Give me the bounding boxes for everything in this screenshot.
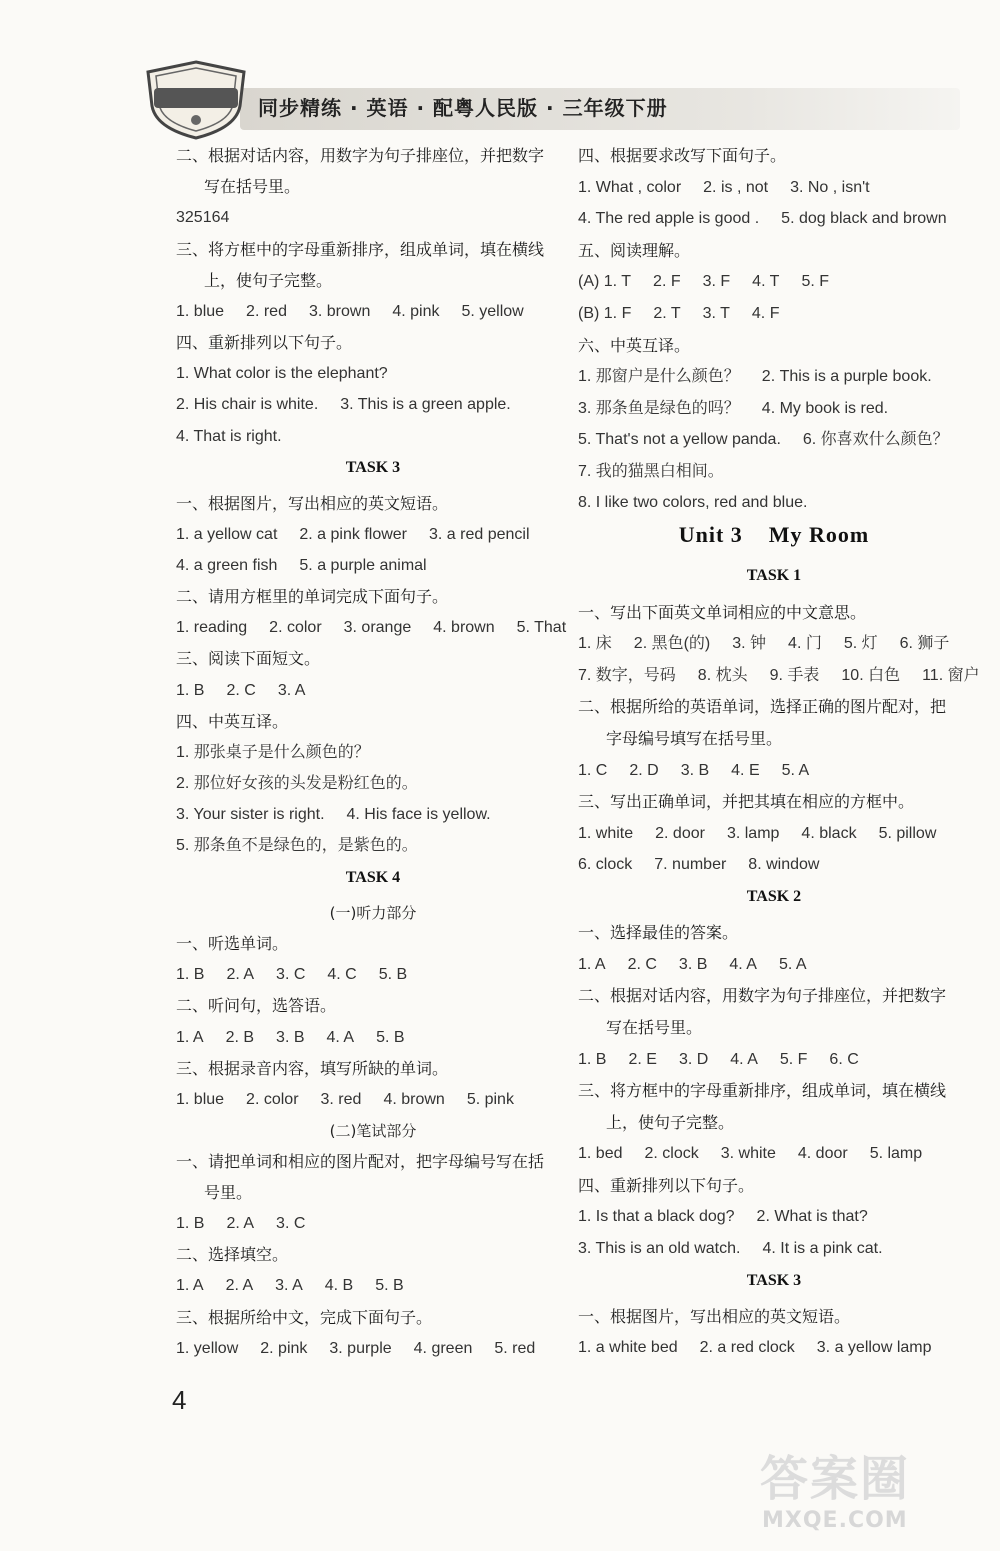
answer-line <box>578 304 970 324</box>
answer-item: 1. B <box>176 681 205 699</box>
question-heading: 三、写出正确单词，并把其填在相应的方框中。 <box>578 792 915 812</box>
answer-line <box>176 774 570 794</box>
answer-line <box>176 1214 570 1234</box>
answer-line <box>176 743 570 763</box>
answer-item: 3. brown <box>308 302 371 320</box>
answer-item: 3. B <box>680 761 710 779</box>
answer-line <box>578 824 970 844</box>
question-heading: 写在括号里。 <box>606 1017 703 1037</box>
answer-item: 1. blue <box>176 302 225 320</box>
answer-item: 3. This is a green apple. <box>340 396 511 414</box>
answer-item: 5. pink <box>466 1090 514 1108</box>
page-header <box>140 58 1000 148</box>
question-heading: 六、中英互译。 <box>578 335 691 355</box>
answer-line <box>176 1339 570 1359</box>
answer-item: 2. B <box>225 1028 255 1046</box>
answer-item: 6. C <box>829 1050 859 1068</box>
question-heading: 三、阅读下面短文。 <box>176 649 321 669</box>
answer-item: 4. His face is yellow. <box>346 806 491 824</box>
answer-item: 1. A <box>578 955 606 973</box>
answer-line <box>176 427 570 447</box>
answer-item: 5. yellow <box>461 302 524 320</box>
answer-item: 2. F <box>653 273 681 291</box>
answer-item: 1. C <box>578 761 608 779</box>
answer-item: 5. red <box>494 1339 536 1357</box>
answer-item: 2. This is a purple book. <box>761 368 932 386</box>
answer-line <box>578 1050 970 1070</box>
answer-item: 4. pink <box>392 302 440 320</box>
answer-item: 4. B <box>324 1277 354 1295</box>
answer-item: 1. 床 <box>578 635 612 653</box>
answer-item: 4. E <box>731 761 760 779</box>
answer-item: 5. lamp <box>869 1145 923 1163</box>
section-subheading: (二)笔试部分 <box>329 1122 417 1141</box>
question-heading: 一、根据图片，写出相应的英文短语。 <box>176 493 449 513</box>
question-heading: 四、重新排列以下句子。 <box>578 1175 755 1195</box>
answer-item: 3. 那条鱼是绿色的吗？ <box>578 399 740 417</box>
answer-item: 4. brown <box>433 619 495 637</box>
answer-item: 3. D <box>678 1050 709 1068</box>
answer-item: 4. The red apple is good . <box>578 210 760 228</box>
answer-item: 5. pillow <box>878 824 937 842</box>
answer-item: 4. C <box>327 966 357 984</box>
unit-heading: Unit 3 My Room <box>678 522 870 547</box>
answer-item: 2. D <box>629 761 659 779</box>
answer-item: 4. That is right. <box>176 427 282 445</box>
question-heading: 五、阅读理解。 <box>578 240 691 260</box>
answer-line <box>578 272 970 292</box>
answer-item: 5. B <box>378 966 408 984</box>
answer-line <box>176 836 570 856</box>
question-heading: 一、根据图片，写出相应的英文短语。 <box>578 1306 851 1326</box>
answer-line <box>176 364 570 384</box>
watermark-main: 答案圈 <box>760 1451 911 1507</box>
answer-item: 4. door <box>797 1145 848 1163</box>
answer-item: (B) 1. F <box>578 304 632 322</box>
answer-item: 6. clock <box>578 856 633 874</box>
answer-line <box>176 1090 570 1110</box>
answer-item: 2. a red clock <box>699 1339 795 1357</box>
answer-item: 3. No , isn't <box>790 178 870 196</box>
answer-item: 3. C <box>276 1215 306 1233</box>
answer-item: 8. 枕头 <box>697 666 748 684</box>
answer-item: 1. a white bed <box>578 1339 678 1357</box>
answer-item: 2. T <box>653 304 681 322</box>
answer-line <box>176 965 570 985</box>
answer-item: 325164 <box>176 209 230 227</box>
answer-line <box>176 1028 570 1048</box>
answer-line <box>578 955 970 975</box>
book-title: 同步精练 · 英语 · 配粤人民版 · 三年级下册 <box>258 96 668 120</box>
answer-item: 2. a pink flower <box>299 525 407 543</box>
answer-line <box>176 525 570 545</box>
task-heading: TASK 4 <box>345 868 401 886</box>
answer-item: 7. number <box>654 856 727 874</box>
answer-item: 2. A <box>226 966 255 984</box>
answer-item: 1. What , color <box>578 178 682 196</box>
task-heading: TASK 3 <box>345 458 401 476</box>
answer-line <box>176 395 570 415</box>
answer-item: 9. 手表 <box>769 666 820 684</box>
answer-item: 3. red <box>320 1090 362 1108</box>
answer-item: 5. dog black and brown <box>781 210 947 228</box>
answer-item: 5. a purple animal <box>299 556 427 574</box>
question-heading: 一、听选单词。 <box>176 934 289 954</box>
answer-item: 4. My book is red. <box>761 399 889 417</box>
question-heading: 三、将方框中的字母重新排序，组成单词，填在横线 <box>176 239 545 259</box>
answer-line <box>578 1338 970 1358</box>
answer-item: 5. That's not a yellow panda. <box>578 431 781 449</box>
answer-line <box>578 493 970 513</box>
answer-item: 6. 你喜欢什么颜色？ <box>802 431 949 449</box>
answer-line <box>578 399 970 419</box>
answer-line <box>578 1239 970 1259</box>
question-heading: 二、请用方框里的单词完成下面句子。 <box>176 587 449 607</box>
answer-line <box>176 618 570 638</box>
answer-item: 5. B <box>376 1028 405 1046</box>
answer-item: 11. 窗户 <box>922 666 980 684</box>
question-heading: 上，使句子完整。 <box>606 1112 735 1132</box>
answer-item: 1. white <box>578 824 634 842</box>
question-heading: 四、重新排列以下句子。 <box>176 333 353 353</box>
answer-item: 2. red <box>246 302 287 320</box>
question-heading: 一、写出下面英文单词相应的中文意思。 <box>578 602 867 622</box>
answer-item: 2. color <box>246 1090 299 1108</box>
question-heading: 字母编号填写在括号里。 <box>606 729 783 748</box>
answer-line <box>578 634 970 654</box>
answer-item: 2. 那位好女孩的头发是粉红色的。 <box>176 775 418 793</box>
answer-item: 2. clock <box>644 1145 699 1163</box>
answer-line <box>578 761 970 781</box>
answer-line <box>176 302 570 322</box>
answer-item: 2. C <box>627 955 657 973</box>
answer-item: 4. T <box>752 273 780 291</box>
question-heading: 一、请把单词和相应的图片配对，把字母编号写在括 <box>176 1151 545 1171</box>
question-heading: 三、根据录音内容，填写所缺的单词。 <box>176 1058 449 1078</box>
answer-item: 2. color <box>269 619 322 637</box>
answer-item: 3. B <box>678 955 708 973</box>
answer-item: 3. 钟 <box>732 635 767 653</box>
answer-item: 2. E <box>628 1050 657 1068</box>
answer-item: 1. reading <box>176 619 248 637</box>
answer-item: 5. F <box>801 273 830 291</box>
answer-item: 1. blue <box>176 1090 225 1108</box>
question-heading: 二、选择填空。 <box>176 1245 289 1265</box>
answer-item: 1. B <box>578 1050 607 1068</box>
answer-item: 1. A <box>176 1028 204 1046</box>
answer-item: 3. T <box>702 304 730 322</box>
answer-item: 10. 白色 <box>841 666 901 684</box>
answer-item: 3. orange <box>343 619 412 637</box>
answer-item: 4. A <box>729 955 757 973</box>
page-number: 4 <box>172 1385 187 1415</box>
answer-item: 3. lamp <box>726 824 780 842</box>
answer-item: 2. C <box>226 681 256 699</box>
task-heading: TASK 3 <box>746 1271 802 1289</box>
answer-line <box>176 681 570 701</box>
answer-item: (A) 1. T <box>578 273 632 291</box>
answer-line <box>578 367 970 387</box>
answer-item: 2. door <box>655 824 705 842</box>
answer-item: 1. Is that a black dog? <box>578 1208 735 1226</box>
answer-item: 1. a yellow cat <box>176 525 278 543</box>
question-heading: 二、听问句，选答语。 <box>176 996 337 1016</box>
question-heading: 一、选择最佳的答案。 <box>578 923 739 943</box>
answer-item: 7. 数字，号码 <box>578 666 676 684</box>
question-heading: 二、根据所给的英语单词，选择正确的图片配对，把 <box>578 697 947 717</box>
answer-line <box>578 430 970 450</box>
answer-item: 5. 灯 <box>843 635 878 653</box>
question-heading: 三、根据所给中文，完成下面句子。 <box>176 1307 433 1327</box>
answer-item: 1. A <box>176 1277 204 1295</box>
answer-item: 5. A <box>778 955 807 973</box>
answer-line <box>176 208 570 228</box>
answer-item: 2. A <box>226 1215 255 1233</box>
answer-item: 3. B <box>276 1028 305 1046</box>
answer-item: 5. A <box>781 761 810 779</box>
section-subheading: (一)听力部分 <box>329 904 417 923</box>
task-heading: TASK 1 <box>746 567 802 585</box>
answer-item: 1. What color is the elephant? <box>176 365 388 383</box>
answer-line <box>176 805 570 825</box>
answer-item: 3. This is an old watch. <box>578 1240 741 1257</box>
brand-logo-icon <box>140 58 252 140</box>
answer-item: 4. A <box>326 1028 355 1046</box>
answer-item: 1. bed <box>578 1145 623 1163</box>
answer-item: 3. white <box>720 1145 776 1163</box>
answer-item: 8. window <box>748 856 820 874</box>
answer-line <box>176 556 570 576</box>
answer-item: 4. a green fish <box>176 556 278 574</box>
answer-item: 6. 狮子 <box>899 635 950 653</box>
answer-item: 3. C <box>276 966 306 984</box>
answer-item: 3. A <box>275 1277 303 1295</box>
answer-item: 3. A <box>277 681 306 699</box>
answer-item: 4. green <box>413 1339 473 1357</box>
question-heading: 二、根据对话内容，用数字为句子排座位，并把数字 <box>176 146 545 165</box>
answer-item: 3. Your sister is right. <box>176 806 325 824</box>
answer-item: 4. F <box>751 304 780 322</box>
answer-item: 2. A <box>225 1277 254 1295</box>
answer-line <box>578 462 970 482</box>
answer-line <box>578 178 970 198</box>
watermark-url: MXQE.COM <box>762 1508 908 1533</box>
answer-item: 7. 我的猫黑白相间。 <box>578 462 724 480</box>
answer-item: 5. 那条鱼不是绿色的，是紫色的。 <box>176 837 418 855</box>
answer-item: 1. B <box>176 1215 205 1233</box>
answer-item: 4. black <box>801 824 857 842</box>
answer-item: 4. brown <box>383 1090 445 1108</box>
answer-item: 2. 黑色(的) <box>633 635 711 653</box>
answer-item: 5. B <box>375 1277 404 1295</box>
answer-item: 1. 那张桌子是什么颜色的？ <box>176 743 370 761</box>
question-heading: 写在括号里。 <box>204 177 301 197</box>
question-heading: 四、中英互译。 <box>176 711 289 731</box>
answer-item: 5. F <box>779 1050 808 1068</box>
task-heading: TASK 2 <box>746 887 802 905</box>
answer-line <box>578 855 970 875</box>
answer-line <box>578 666 980 686</box>
question-heading: 二、根据对话内容，用数字为句子排座位，并把数字 <box>578 986 947 1006</box>
answer-line <box>578 209 970 229</box>
question-heading: 上，使句子完整。 <box>204 270 333 290</box>
answer-item: 1. yellow <box>176 1339 239 1357</box>
answer-item: 3. a yellow lamp <box>816 1339 932 1357</box>
answer-item: 2. His chair is white. <box>176 396 319 414</box>
answer-item: 4. 门 <box>788 635 822 653</box>
question-heading: 四、根据要求改写下面句子。 <box>578 146 787 165</box>
answer-item: 5. That <box>516 619 567 637</box>
question-heading: 三、将方框中的字母重新排序，组成单词，填在横线 <box>578 1081 947 1101</box>
answer-item: 3. F <box>702 273 731 291</box>
answer-item: 8. I like two colors, red and blue. <box>578 494 808 512</box>
answer-item: 3. a red pencil <box>429 525 530 543</box>
answer-item: 1. B <box>176 966 205 984</box>
watermark <box>700 1440 990 1540</box>
answer-item: 2. is , not <box>703 178 769 196</box>
answer-item: 3. purple <box>329 1339 392 1357</box>
question-heading: 号里。 <box>204 1182 253 1202</box>
answer-line <box>578 1207 970 1227</box>
answer-line <box>578 1144 970 1164</box>
answer-item: 4. A <box>730 1050 758 1068</box>
answer-item: 1. 那窗户是什么颜色？ <box>578 368 740 386</box>
answer-item: 2. pink <box>260 1339 308 1357</box>
answer-item: 2. What is that? <box>756 1208 868 1226</box>
answer-line <box>176 1276 570 1296</box>
answer-item: 4. It is a pink cat. <box>762 1240 883 1257</box>
